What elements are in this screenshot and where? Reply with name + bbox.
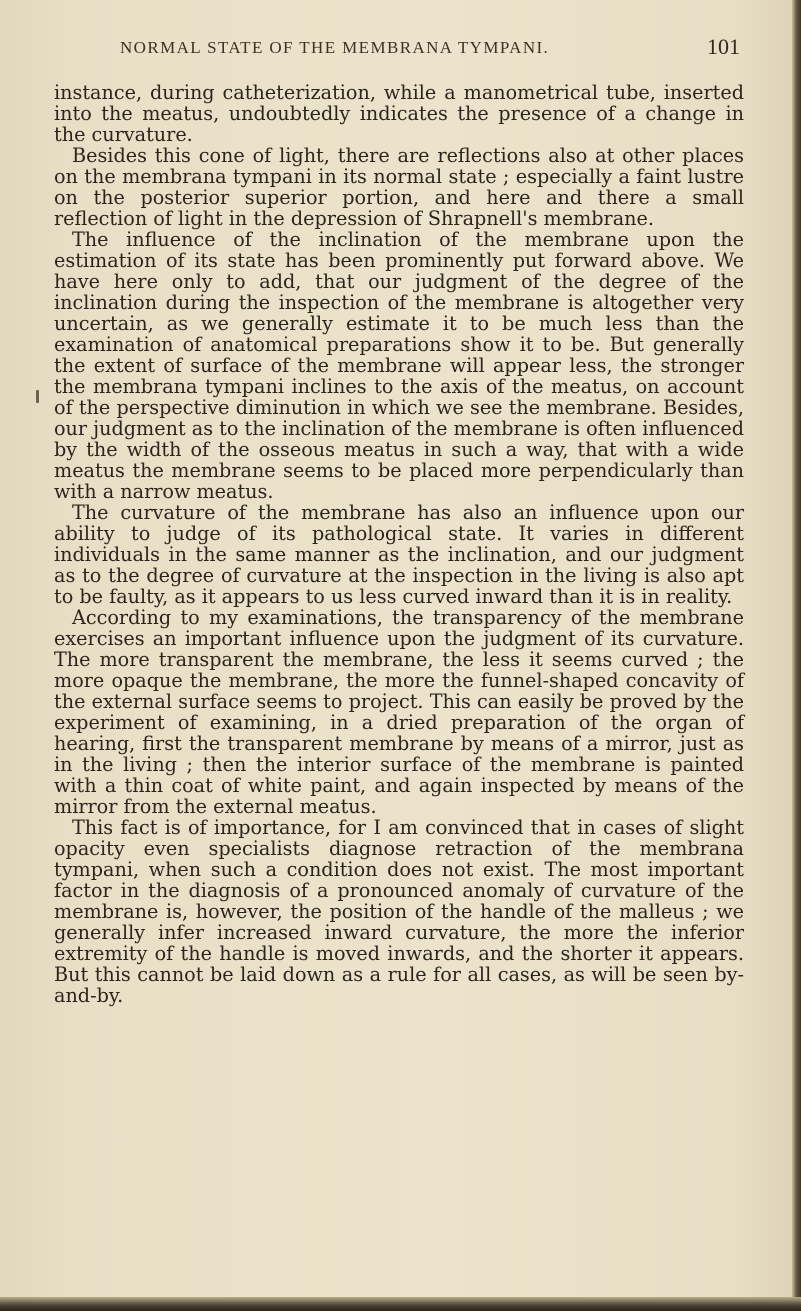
running-head bbox=[60, 34, 740, 64]
page-edge-bottom bbox=[0, 1297, 801, 1311]
page-number: 101 bbox=[707, 34, 740, 59]
body-text bbox=[54, 82, 744, 1006]
margin-mark bbox=[36, 390, 39, 403]
paragraph: According to my examinations, the transparency of the membrane exercises an important influence upon the judgment of its curvature. The more transparent the membrane, the less it seems curved ; the more opaque the membrane, the more the funnel-shaped concavity of the external surface seems to project. This can easily be proved by the experiment of examining, in a dried preparation of the organ of hearing, first the transparent membrane by means of a mirror, just as in the living ; then the interior surface of the membrane is painted with a thin coat of white paint, and again inspected by means of the mirror from the external meatus. bbox=[54, 606, 744, 818]
paragraph: The curvature of the membrane has also an influence upon our ability to judge of its pathological state. It varies in different individuals in the same manner as the inclination, and our judgment as to the degree of curvature at the inspection in the living is also apt to be faulty, as it appears to us less curved inward than it is in reality. bbox=[54, 501, 744, 608]
paragraph: This fact is of importance, for I am convinced that in cases of slight opacity even specialists diagnose retraction of the membrana tympani, when such a condition does not exist. The most important factor in the diagnosis of a pronounced anomaly of curvature of the membrane is, however, the position of the handle of the malleus ; we generally infer increased inward curvature, the more the inferior extremity of the handle is moved inwards, and the shorter it appears. But this cannot be laid down as a rule for all cases, as will be seen by-and-by. bbox=[54, 816, 744, 1007]
page-edge-right bbox=[792, 0, 801, 1311]
paragraph: The influence of the inclination of the membrane upon the estimation of its state has been prominently put forward above. We have here only to add, that our judgment of the degree of the inclination during the inspection of the membrane is altogether very uncertain, as we generally estimate it to be much less than the examination of anatomical preparations show it to be. But generally the extent of surface of the membrane will appear less, the stronger the membrana tympani inclines to the axis of the meatus, on account of the perspective diminution in which we see the membrane. Besides, our judgment as to the inclination of the membrane is often influenced by the width of the osseous meatus in such a way, that with a wide meatus the membrane seems to be placed more perpendicularly than with a narrow meatus. bbox=[54, 228, 744, 503]
paragraph: Besides this cone of light, there are reflections also at other places on the membrana tympani in its normal state ; especially a faint lustre on the posterior superior portion, and here and there a small reflection of light in the depression of Shrapnell's membrane. bbox=[54, 144, 744, 230]
paragraph-continuation: instance, during catheterization, while a manometrical tube, inserted into the meatus, undoubtedly indicates the presence of a change in the curvature. bbox=[54, 81, 744, 146]
running-title: NORMAL STATE OF THE MEMBRANA TYMPANI. bbox=[120, 38, 550, 57]
